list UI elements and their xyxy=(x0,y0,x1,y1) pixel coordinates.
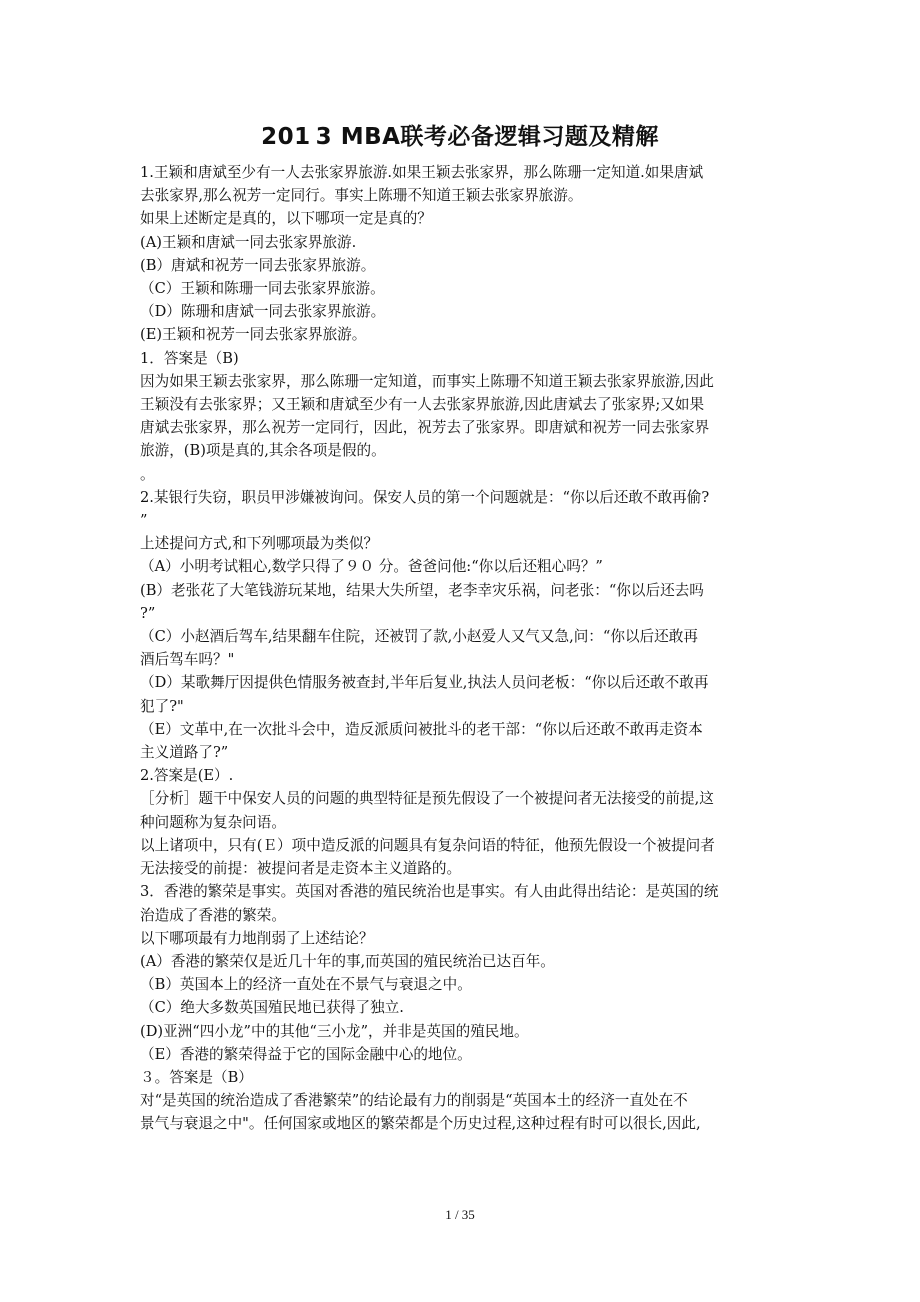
text-line: 因为如果王颖去张家界，那么陈珊一定知道，而事实上陈珊不知道王颖去张家界旅游,因此 xyxy=(140,372,714,390)
text-line: 上述提问方式,和下列哪项最为类似？ xyxy=(140,535,379,553)
text-line: 旅游，(B)项是真的,其余各项是假的。 xyxy=(140,442,386,460)
text-line: 唐斌去张家界，那么祝芳一定同行，因此，祝芳去了张家界。即唐斌和祝芳一同去张家界 xyxy=(140,419,710,437)
text-line: ?” xyxy=(140,604,156,622)
text-line: (E)王颖和祝芳一同去张家界旅游。 xyxy=(140,326,367,344)
text-line: （E）香港的繁荣得益于它的国际金融中心的地位。 xyxy=(140,1045,472,1063)
text-line: ［分析］题干中保安人员的问题的典型特征是预先假设了一个被提问者无法接受的前提,这 xyxy=(140,790,714,808)
text-line: （C）王颖和陈珊一同去张家界旅游。 xyxy=(140,280,385,298)
text-line: 以下哪项最有力地削弱了上述结论？ xyxy=(140,929,374,947)
text-line: (D)亚洲“四小龙”中的其他“三小龙”，并非是英国的殖民地。 xyxy=(140,1022,529,1040)
text-line: 去张家界,那么祝芳一定同行。事实上陈珊不知道王颖去张家界旅游。 xyxy=(140,187,583,205)
text-line: (B）唐斌和祝芳一同去张家界旅游。 xyxy=(140,256,376,274)
text-line: 2.某银行失窃，职员甲涉嫌被询问。保安人员的第一个问题就是：“你以后还敢不敢再偷? xyxy=(140,488,710,506)
text-line: （E）文革中,在一次批斗会中，造反派质问被批斗的老干部：“你以后还敢不敢再走资本 xyxy=(140,720,703,738)
text-line: （D）某歌舞厅因提供色情服务被查封,半年后复业,执法人员问老板：“你以后还敢不敢再 xyxy=(140,674,709,692)
text-line: （C）绝大多数英国殖民地已获得了独立. xyxy=(140,999,404,1017)
text-line: （D）陈珊和唐斌一同去张家界旅游。 xyxy=(140,303,386,321)
text-line: (B）老张花了大笔钱游玩某地，结果大失所望，老李幸灾乐祸，问老张：“你以后还去吗 xyxy=(140,581,704,599)
text-line: ” xyxy=(140,512,148,530)
text-line: 酒后驾车吗？" xyxy=(140,651,235,669)
text-line: 种问题称为复杂问语。 xyxy=(140,813,286,831)
text-line: ３。答案是（B） xyxy=(140,1068,253,1086)
text-line: 无法接受的前提：被提问者是走资本主义道路的。 xyxy=(140,860,462,878)
text-line: 1.王颖和唐斌至少有一人去张家界旅游.如果王颖去张家界，那么陈珊一定知道.如果唐斌 xyxy=(140,164,704,181)
text-line: 以上诸项中，只有(Ｅ）项中造反派的问题具有复杂问语的特征，他预先假设一个被提问者 xyxy=(140,836,715,854)
text-line: (A）香港的繁荣仅是近几十年的事,而英国的殖民统治已达百年。 xyxy=(140,952,555,970)
text-line: 治造成了香港的繁荣。 xyxy=(140,906,286,924)
text-line: 犯了?" xyxy=(140,697,184,715)
text-line: 对“是英国的统治造成了香港繁荣”的结论最有力的削弱是“英国本土的经济一直处在不 xyxy=(140,1092,688,1110)
text-line: （A）小明考试粗心,数学只得了９０ 分。爸爸问他:“你以后还粗心吗？” xyxy=(140,558,603,576)
text-line: 2.答案是(E）. xyxy=(140,767,234,785)
text-line: 王颖没有去张家界；又王颖和唐斌至少有一人去张家界旅游,因此唐斌去了张家界;又如果 xyxy=(140,396,705,414)
text-line: 主义道路了?” xyxy=(140,744,229,762)
text-line: （C）小赵酒后驾车,结果翻车住院，还被罚了款,小赵爱人又气又急,问：“你以后还敢再 xyxy=(140,628,698,646)
text-line: （B）英国本上的经济一直处在不景气与衰退之中。 xyxy=(140,976,472,994)
text-line: 如果上述断定是真的，以下哪项一定是真的？ xyxy=(140,210,432,228)
page-number: 1 / 35 xyxy=(445,1207,475,1222)
page-title: 201 3 MBA联考必备逻辑习题及精解 xyxy=(261,124,659,150)
text-line: 3．香港的繁荣是事实。英国对香港的殖民统治也是事实。有人由此得出结论：是英国的统 xyxy=(140,883,719,901)
text-line: 景气与衰退之中"。任何国家或地区的繁荣都是个历史过程,这种过程有时可以很长,因此, xyxy=(140,1115,701,1133)
text-line: (A)王颖和唐斌一同去张家界旅游. xyxy=(140,233,357,251)
text-line: 。 xyxy=(140,465,155,483)
body-text xyxy=(140,161,790,1136)
text-line: 1．答案是（B) xyxy=(140,349,239,367)
